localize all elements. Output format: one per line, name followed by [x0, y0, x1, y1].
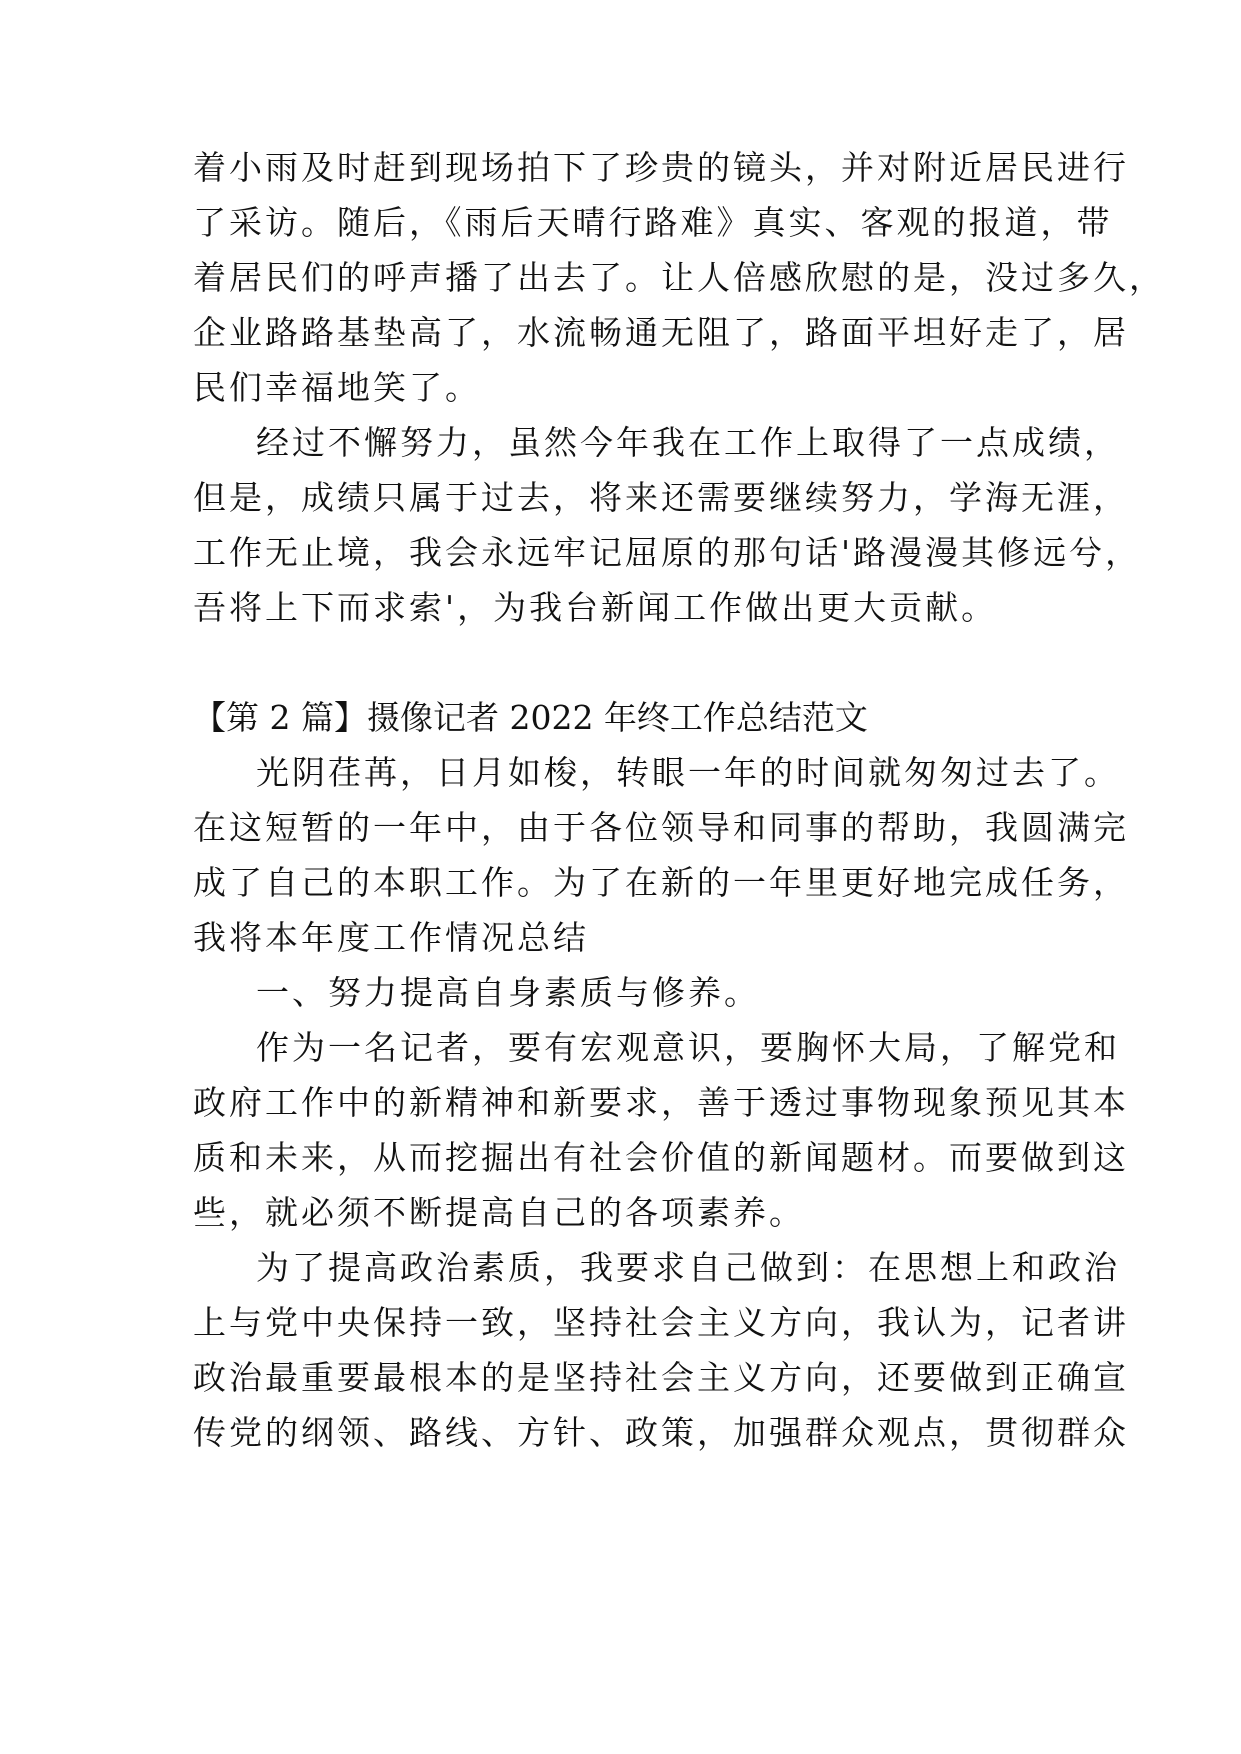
text-line: 为了提高政治素质，我要求自己做到：在思想上和政治	[256, 1248, 1120, 1287]
text-line: 但是，成绩只属于过去，将来还需要继续努力，学海无涯，	[193, 478, 1129, 517]
text-line: 作为一名记者，要有宏观意识，要胸怀大局，了解党和	[256, 1028, 1120, 1067]
text-line: 吾将上下而求索'，为我台新闻工作做出更大贡献。	[193, 588, 998, 627]
text-line: 经过不懈努力，虽然今年我在工作上取得了一点成绩，	[256, 423, 1120, 462]
article-heading: 【第 2 篇】摄像记者 2022 年终工作总结范文	[193, 698, 868, 737]
text-line: 成了自己的本职工作。为了在新的一年里更好地完成任务，	[193, 863, 1129, 902]
text-line: 传党的纲领、路线、方针、政策，加强群众观点，贯彻群众	[193, 1413, 1129, 1452]
text-line: 在这短暂的一年中，由于各位领导和同事的帮助，我圆满完	[193, 808, 1129, 847]
text-line: 了采访。随后，《雨后天晴行路难》真实、客观的报道，带	[193, 203, 1113, 242]
text-line: 民们幸福地笑了。	[193, 368, 481, 407]
text-line: 着小雨及时赶到现场拍下了珍贵的镜头，并对附近居民进行	[193, 148, 1129, 187]
text-line: 工作无止境，我会永远牢记屈原的那句话'路漫漫其修远兮，	[193, 533, 1142, 572]
text-line: 企业路路基垫高了，水流畅通无阻了，路面平坦好走了，居	[193, 313, 1129, 352]
section-heading: 一、努力提高自身素质与修养。	[256, 973, 760, 1012]
text-line: 质和未来，从而挖掘出有社会价值的新闻题材。而要做到这	[193, 1138, 1129, 1177]
text-line: 着居民们的呼声播了出去了。让人倍感欣慰的是，没过多久，	[193, 258, 1165, 297]
text-line: 政治最重要最根本的是坚持社会主义方向，还要做到正确宣	[193, 1358, 1129, 1397]
text-line: 光阴荏苒，日月如梭，转眼一年的时间就匆匆过去了。	[256, 753, 1120, 792]
text-line: 些，就必须不断提高自己的各项素养。	[193, 1193, 805, 1232]
text-line: 我将本年度工作情况总结	[193, 918, 589, 957]
text-line: 上与党中央保持一致，坚持社会主义方向，我认为，记者讲	[193, 1303, 1129, 1342]
text-line: 政府工作中的新精神和新要求，善于透过事物现象预见其本	[193, 1083, 1129, 1122]
